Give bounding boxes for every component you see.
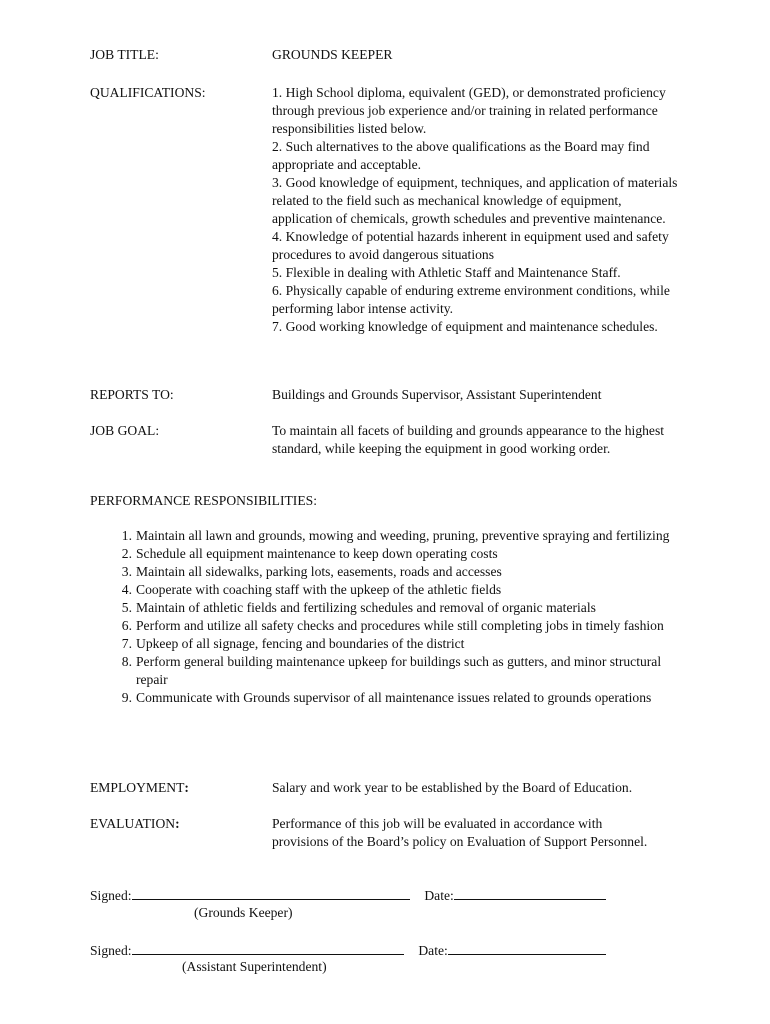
list-item [90, 617, 676, 635]
evaluation-label [90, 815, 180, 833]
qualifications-list [272, 84, 684, 336]
qualification-item: 4. Knowledge of potential hazards inherent in equipment used and safety procedures to avoid dangerous situations [272, 229, 669, 262]
qualification-item: 1. High School diploma, equivalent (GED), or demonstrated proficiency through previous job experience and/or training in related performance responsibilities listed below. [272, 85, 666, 136]
list-item-number: 6. [121, 618, 132, 633]
list-item-text: Maintain all sidewalks, parking lots, easements, roads and accesses [136, 564, 502, 579]
qualifications-label: QUALIFICATIONS: [90, 85, 206, 100]
signature-role-assistant-superintendent: (Assistant Superintendent) [182, 959, 327, 974]
list-item-text: Perform and utilize all safety checks and procedures while still completing jobs in timely fashion [136, 618, 664, 633]
evaluation-label-colon: : [175, 816, 180, 831]
list-item-number: 5. [121, 600, 132, 615]
list-item-number: 3. [121, 564, 132, 579]
qualification-item: 5. Flexible in dealing with Athletic Staff and Maintenance Staff. [272, 265, 621, 280]
signed-label: Signed: [90, 943, 132, 958]
qualification-item: 7. Good working knowledge of equipment and maintenance schedules. [272, 319, 658, 334]
signed-label: Signed: [90, 888, 132, 903]
job-title-value: GROUNDS KEEPER [272, 47, 393, 62]
list-item [90, 581, 676, 599]
signature-line[interactable] [132, 940, 404, 955]
list-item-number: 9. [121, 690, 132, 705]
list-item [90, 527, 676, 545]
employment-label-colon: : [184, 780, 189, 795]
evaluation-label-text: EVALUATION [90, 816, 176, 831]
list-item [90, 689, 676, 707]
list-item-number: 1. [121, 528, 132, 543]
job-title-label: JOB TITLE: [90, 47, 159, 62]
employment-label-text: EMPLOYMENT [90, 780, 185, 795]
list-item [90, 599, 676, 617]
job-goal-label: JOB GOAL: [90, 423, 160, 438]
evaluation-value: Performance of this job will be evaluated in accordance with provisions of the Board’s policy on Evaluation of Support Personnel. [272, 816, 648, 849]
list-item-text: Cooperate with coaching staff with the upkeep of the athletic fields [136, 582, 502, 597]
employment-label [90, 779, 189, 797]
reports-to-label: REPORTS TO: [90, 387, 174, 402]
signature-line[interactable] [132, 885, 410, 900]
list-item-text: Perform general building maintenance upkeep for buildings such as gutters, and minor structural repair [136, 654, 662, 687]
signature-row-grounds-keeper [90, 885, 690, 905]
list-item-text: Communicate with Grounds supervisor of all maintenance issues related to grounds operations [136, 690, 652, 705]
signature-role-grounds-keeper: (Grounds Keeper) [194, 905, 293, 920]
list-item [90, 635, 676, 653]
performance-list [90, 527, 690, 707]
list-item-text: Upkeep of all signage, fencing and boundaries of the district [136, 636, 465, 651]
list-item-text: Maintain of athletic fields and fertilizing schedules and removal of organic materials [136, 600, 596, 615]
employment-value: Salary and work year to be established by the Board of Education. [272, 780, 633, 795]
date-line[interactable] [448, 940, 606, 955]
list-item-text: Schedule all equipment maintenance to keep down operating costs [136, 546, 498, 561]
date-line[interactable] [454, 885, 606, 900]
reports-to-value: Buildings and Grounds Supervisor, Assistant Superintendent [272, 387, 602, 402]
list-item [90, 563, 676, 581]
qualification-item: 2. Such alternatives to the above qualifications as the Board may find appropriate and acceptable. [272, 139, 650, 172]
list-item-text: Maintain all lawn and grounds, mowing and weeding, pruning, preventive spraying and fertilizing [136, 528, 670, 543]
qualification-item: 3. Good knowledge of equipment, techniques, and application of materials related to the field such as mechanical knowledge of equipment, application of chemicals, growth schedules and preventive maintenance. [272, 175, 678, 226]
list-item [90, 545, 676, 563]
list-item-number: 4. [121, 582, 132, 597]
list-item [90, 653, 676, 689]
list-item-number: 7. [121, 636, 132, 651]
qualification-item: 6. Physically capable of enduring extreme environment conditions, while performing labor intense activity. [272, 283, 670, 316]
signature-row-assistant-superintendent [90, 940, 690, 960]
job-goal-value: To maintain all facets of building and grounds appearance to the highest standard, while keeping the equipment in good working order. [272, 423, 665, 456]
list-item-number: 8. [121, 654, 132, 669]
list-item-number: 2. [121, 546, 132, 561]
performance-heading: PERFORMANCE RESPONSIBILITIES: [90, 493, 317, 508]
date-label: Date: [418, 943, 448, 958]
date-label: Date: [424, 888, 454, 903]
